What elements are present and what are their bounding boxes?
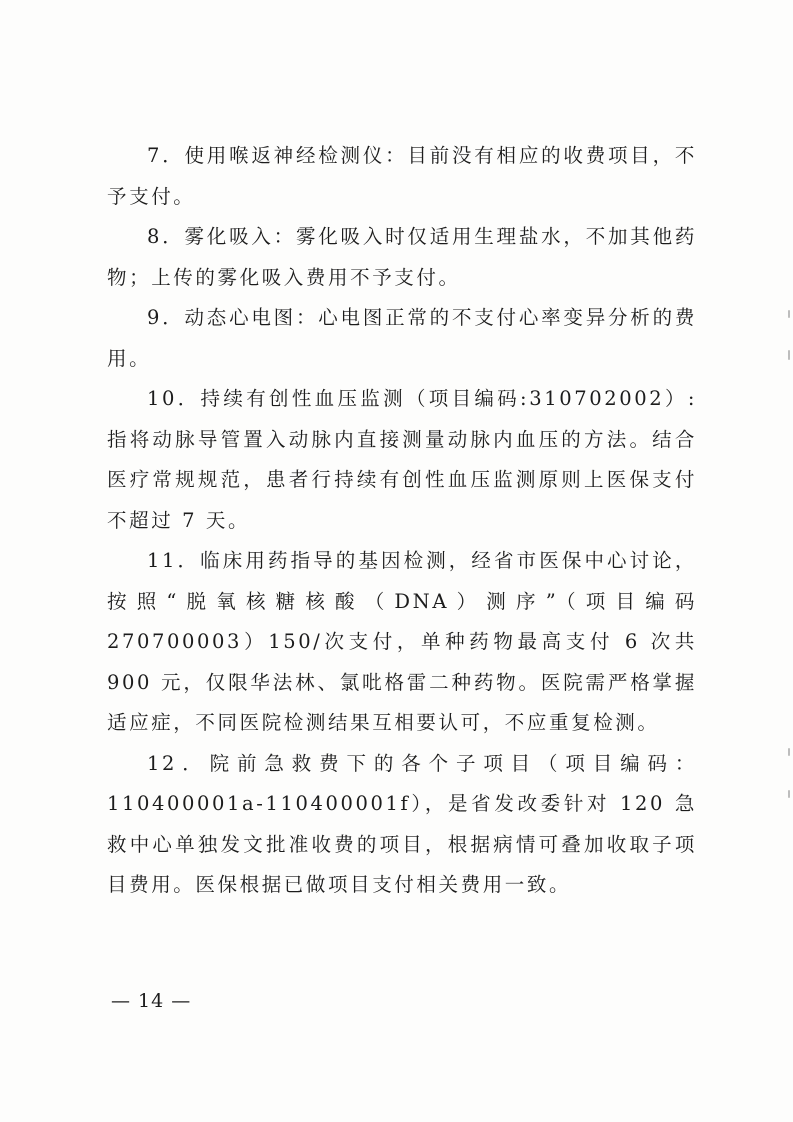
paragraph-7: 7．使用喉返神经检测仪：目前没有相应的收费项目，不予支付。 <box>107 144 697 208</box>
paragraph-11: 11．临床用药指导的基因检测，经省市医保中心讨论，按照“脱氧核糖核酸（DNA）测序”（项目编码 270700003）150/次支付，单种药物最高支付 6 次共 900 元，仅限华法林、氯吡格雷二种药物。医院需严格掌握适应症，不同医院检测结果互相要认可，不应重复检测。 <box>107 549 697 734</box>
page-number: — 14 — <box>111 990 192 1012</box>
paragraph-8: 8．雾化吸入：雾化吸入时仅适用生理盐水，不加其他药物；上传的雾化吸入费用不予支付。 <box>107 225 697 289</box>
paragraph-12: 12．院前急救费下的各个子项目（项目编码：110400001a-110400001f），是省发改委针对 120 急救中心单独发文批准收费的项目，根据病情可叠加收取子项目费用。医保根据已做项目支付相关费用一致。 <box>107 751 697 896</box>
scan-mark <box>788 790 790 798</box>
document-body <box>107 136 697 906</box>
scan-mark <box>788 350 790 360</box>
scan-mark <box>788 310 790 318</box>
scan-mark <box>788 748 790 756</box>
paragraph-10: 10．持续有创性血压监测（项目编码:310702002）:指将动脉导管置入动脉内直接测量动脉内血压的方法。结合医疗常规规范，患者行持续有创性血压监测原则上医保支付不超过 7 天。 <box>107 387 697 532</box>
paragraph-9: 9．动态心电图：心电图正常的不支付心率变异分析的费用。 <box>107 306 697 370</box>
